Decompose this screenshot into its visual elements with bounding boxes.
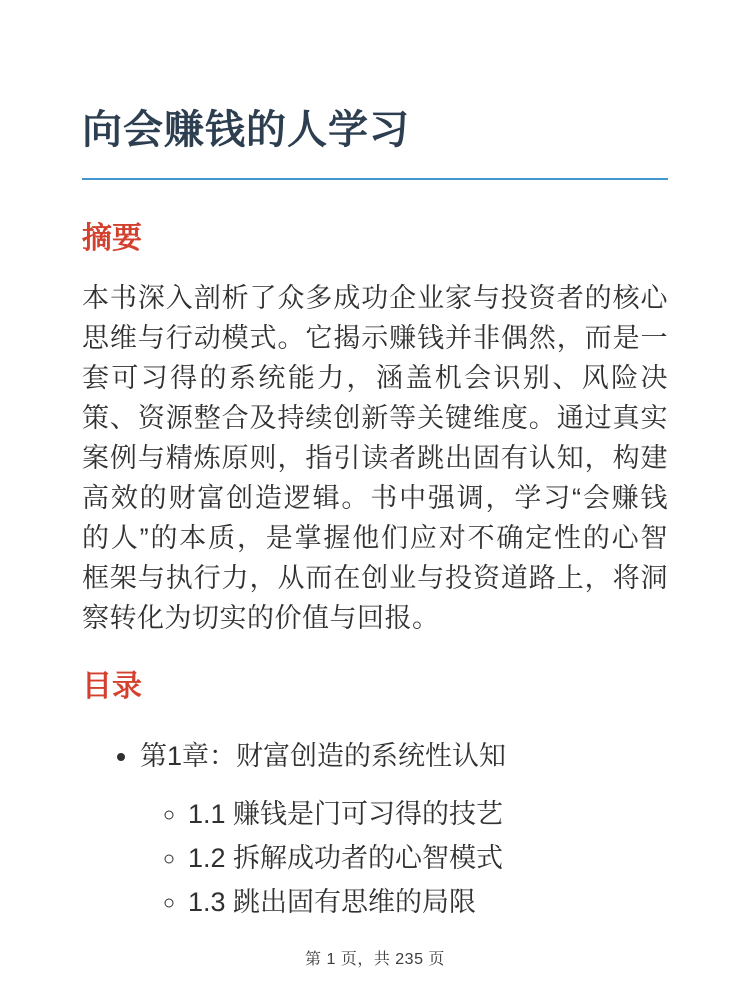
toc-section-list	[140, 792, 668, 924]
toc-section-label: 1.1 赚钱是门可习得的技艺	[188, 799, 504, 829]
page-title: 向会赚钱的人学习	[82, 0, 668, 180]
toc-list	[82, 734, 668, 924]
abstract-heading: 摘要	[82, 222, 142, 255]
toc-section-item	[188, 836, 668, 880]
toc-chapter-label: 第1章：财富创造的系统性认知	[140, 741, 507, 771]
toc-section-item	[188, 792, 668, 836]
toc-section-label: 1.3 跳出固有思维的局限	[188, 887, 477, 917]
abstract-paragraph: 本书深入剖析了众多成功企业家与投资者的核心思维与行动模式。它揭示赚钱并非偶然，而是一套可习得的系统能力，涵盖机会识别、风险决策、资源整合及持续创新等关键维度。通过真实案例与精炼原则，指引读者跳出固有认知，构建高效的财富创造逻辑。书中强调，学习“会赚钱的人”的本质，是掌握他们应对不确定性的心智框架与执行力，从而在创业与投资道路上，将洞察转化为切实的价值与回报。	[82, 283, 668, 633]
page-number-indicator: 第 1 页，共 235 页	[305, 951, 445, 968]
page-content	[82, 0, 668, 924]
toc-section-item	[188, 880, 668, 924]
toc-heading: 目录	[82, 670, 142, 703]
toc-chapter-item	[140, 734, 668, 924]
toc-section-label: 1.2 拆解成功者的心智模式	[188, 843, 504, 873]
